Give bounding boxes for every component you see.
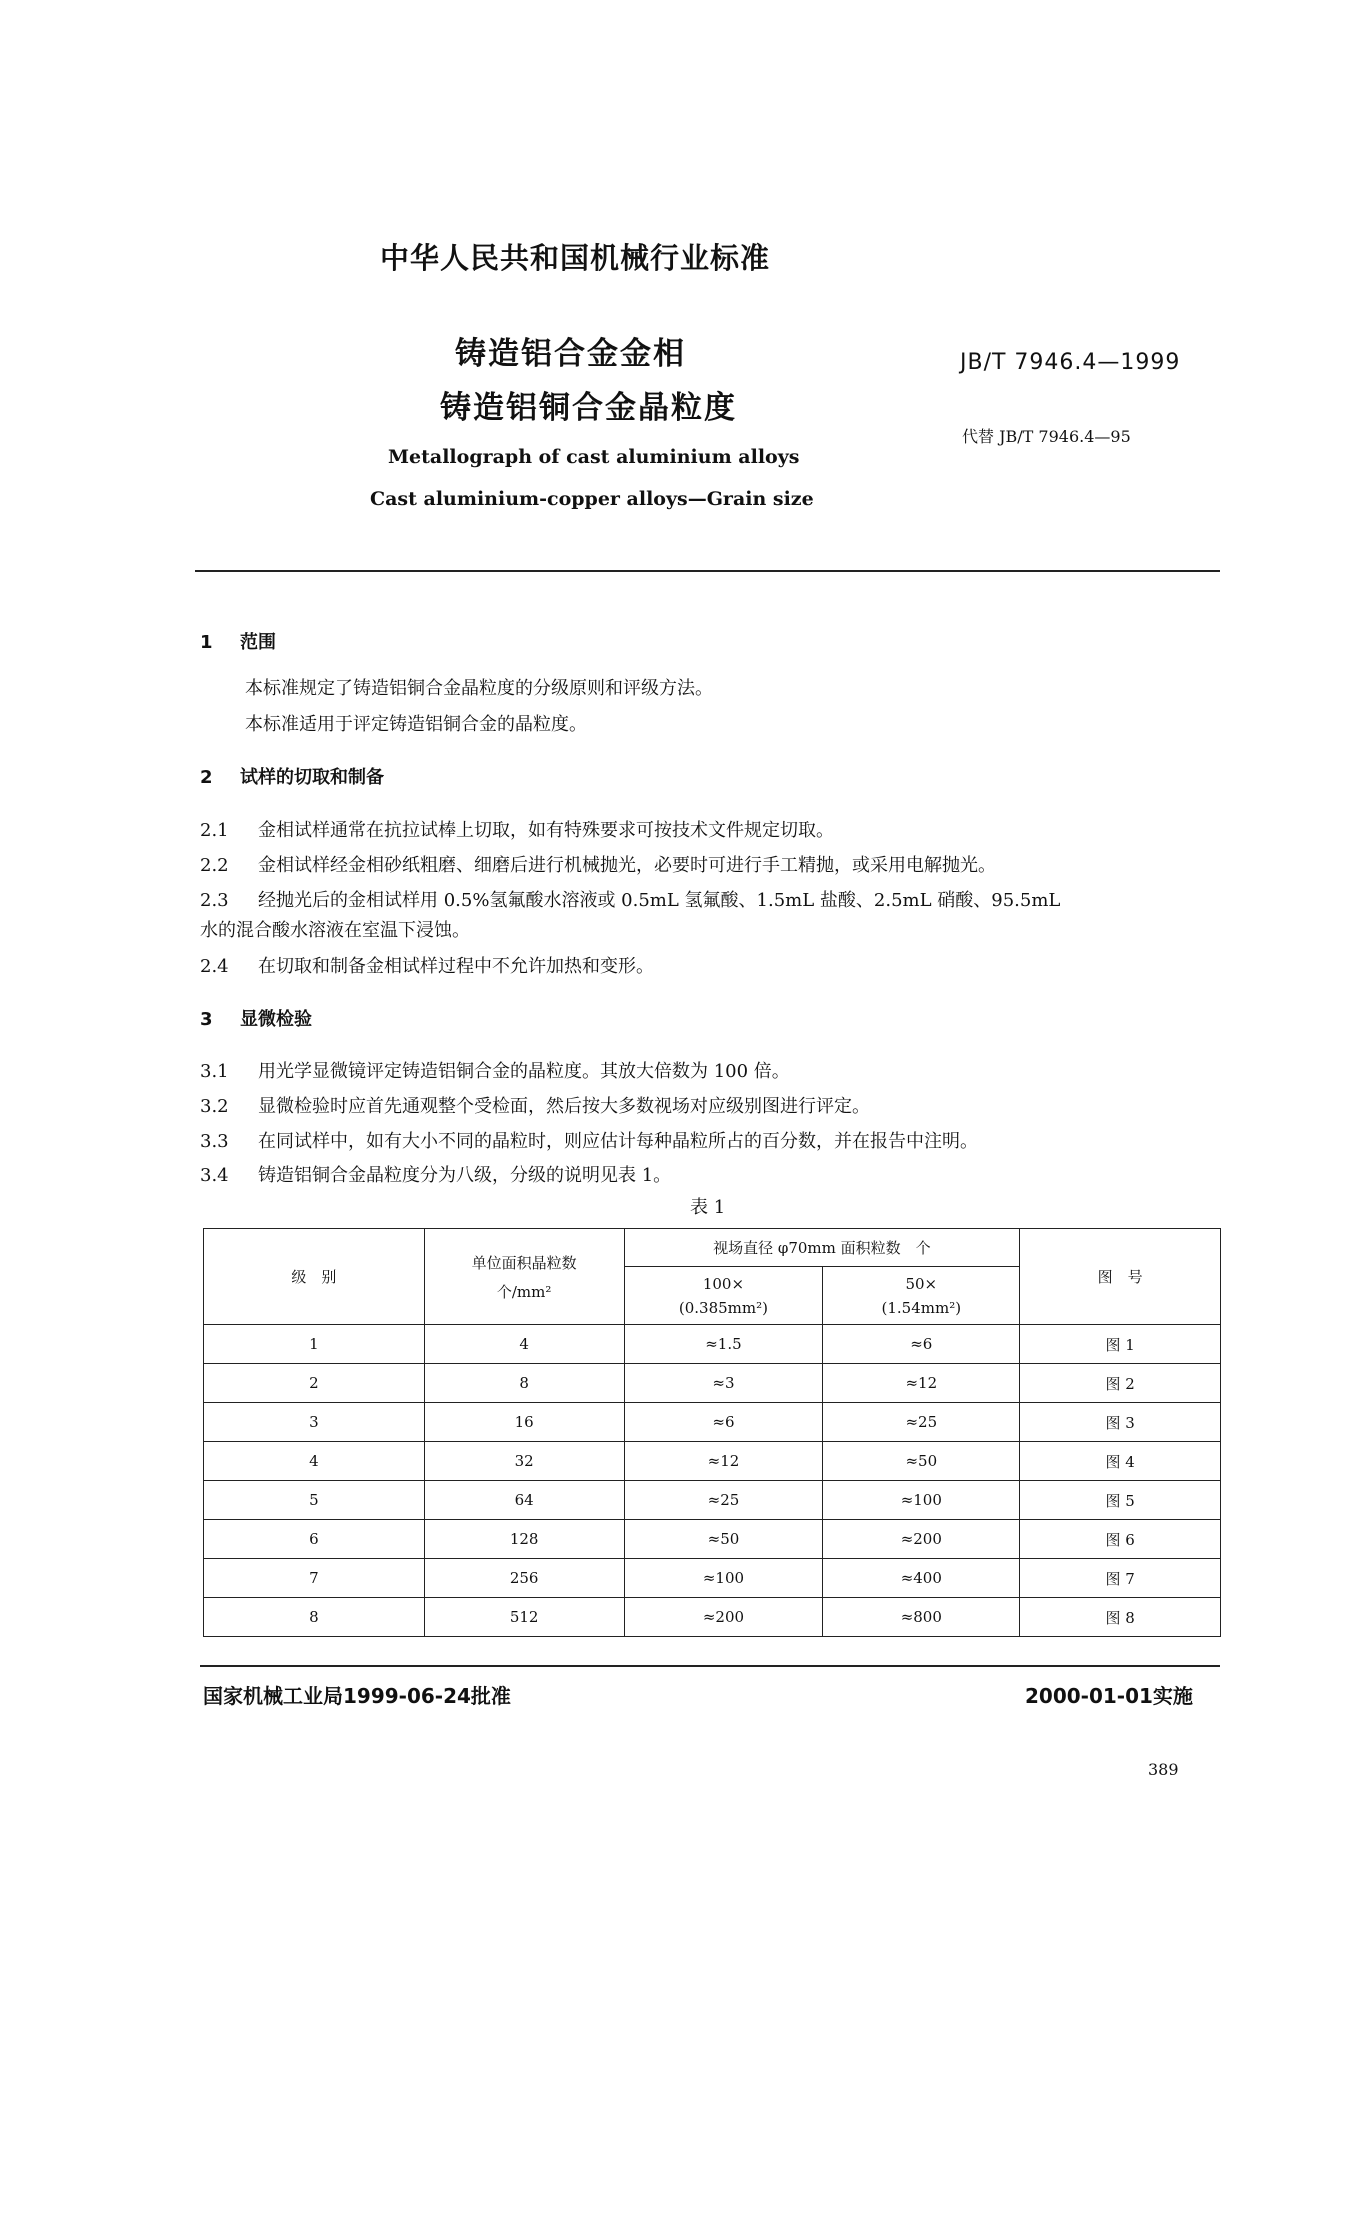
header-field-grain-count: 视场直径 φ70mm 面积粒数 个	[624, 1229, 1020, 1267]
cell-50x: ≈200	[823, 1520, 1020, 1559]
clause-text: 铸造铝铜合金晶粒度分为八级，分级的说明见表 1。	[258, 1165, 672, 1186]
header-grains-per-area-line1: 单位面积晶粒数	[471, 1253, 577, 1272]
cell-grade: 5	[204, 1481, 425, 1520]
clause-number: 2.4	[200, 956, 229, 977]
clause-number: 3.1	[200, 1061, 229, 1082]
document-title-cn-line2: 铸造铝铜合金晶粒度	[440, 390, 737, 426]
clause-3-3	[200, 1127, 978, 1153]
cell-50x: ≈50	[823, 1442, 1020, 1481]
clause-number: 2.3	[200, 890, 229, 911]
clause-3-2	[200, 1092, 870, 1118]
document-title-en-line2: Cast aluminium-copper alloys—Grain size	[370, 488, 814, 510]
cell-per-mm2: 16	[424, 1403, 624, 1442]
cell-50x: ≈100	[823, 1481, 1020, 1520]
header-magnification-50-area: (1.54mm²)	[881, 1298, 962, 1317]
section-title: 范围	[240, 632, 276, 653]
cell-100x: ≈25	[624, 1481, 823, 1520]
table-row	[204, 1520, 1221, 1559]
table-row	[204, 1481, 1221, 1520]
table-row	[204, 1598, 1221, 1637]
footer-divider	[200, 1665, 1220, 1667]
table-row	[204, 1559, 1221, 1598]
standard-number: JB/T 7946.4—1999	[960, 350, 1181, 375]
clause-number: 2.2	[200, 855, 229, 876]
cell-figure: 图 1	[1020, 1325, 1221, 1364]
table-row	[204, 1364, 1221, 1403]
cell-50x: ≈800	[823, 1598, 1020, 1637]
clause-number: 3.3	[200, 1131, 229, 1152]
page-number: 389	[1148, 1760, 1179, 1779]
effective-date-line: 2000-01-01实施	[1025, 1684, 1193, 1708]
header-grade: 级 别	[204, 1229, 425, 1325]
clause-2-2	[200, 851, 996, 877]
header-magnification-100-value: 100×	[702, 1274, 745, 1293]
section-2-heading	[200, 763, 384, 789]
cell-figure: 图 8	[1020, 1598, 1221, 1637]
cell-figure: 图 4	[1020, 1442, 1221, 1481]
cell-figure: 图 3	[1020, 1403, 1221, 1442]
header-magnification-50	[823, 1267, 1020, 1325]
header-magnification-100-area: (0.385mm²)	[678, 1298, 768, 1317]
clause-text: 金相试样通常在抗拉试棒上切取，如有特殊要求可按技术文件规定切取。	[258, 820, 834, 841]
clause-3-1	[200, 1057, 790, 1083]
grain-size-table	[203, 1228, 1221, 1637]
cell-per-mm2: 128	[424, 1520, 624, 1559]
cell-50x: ≈6	[823, 1325, 1020, 1364]
clause-2-3-continuation: 水的混合酸水溶液在室温下浸蚀。	[200, 920, 470, 941]
section-1-paragraph-2: 本标准适用于评定铸造铝铜合金的晶粒度。	[245, 714, 587, 735]
cell-grade: 4	[204, 1442, 425, 1481]
clause-text: 在同试样中，如有大小不同的晶粒时，则应估计每种晶粒所占的百分数，并在报告中注明。	[258, 1131, 978, 1152]
clause-3-4	[200, 1161, 671, 1187]
section-3-heading	[200, 1005, 312, 1031]
cell-per-mm2: 256	[424, 1559, 624, 1598]
standard-organization-title: 中华人民共和国机械行业标准	[380, 241, 771, 275]
cell-50x: ≈12	[823, 1364, 1020, 1403]
section-title: 试样的切取和制备	[240, 767, 384, 788]
clause-text: 金相试样经金相砂纸粗磨、细磨后进行机械抛光，必要时可进行手工精抛，或采用电解抛光。	[258, 855, 996, 876]
clause-number: 3.2	[200, 1096, 229, 1117]
header-grains-per-area	[424, 1229, 624, 1325]
section-number: 3	[200, 1009, 213, 1030]
cell-100x: ≈100	[624, 1559, 823, 1598]
cell-per-mm2: 32	[424, 1442, 624, 1481]
clause-number: 3.4	[200, 1165, 229, 1186]
approval-line: 国家机械工业局1999-06-24批准	[203, 1684, 511, 1708]
cell-figure: 图 7	[1020, 1559, 1221, 1598]
clause-2-1	[200, 816, 834, 842]
cell-100x: ≈6	[624, 1403, 823, 1442]
cell-100x: ≈200	[624, 1598, 823, 1637]
clause-text: 在切取和制备金相试样过程中不允许加热和变形。	[258, 956, 654, 977]
cell-grade: 2	[204, 1364, 425, 1403]
cell-per-mm2: 64	[424, 1481, 624, 1520]
clause-text: 显微检验时应首先通观整个受检面，然后按大多数视场对应级别图进行评定。	[258, 1096, 870, 1117]
cell-per-mm2: 4	[424, 1325, 624, 1364]
table-row	[204, 1442, 1221, 1481]
cell-100x: ≈50	[624, 1520, 823, 1559]
table-row	[204, 1403, 1221, 1442]
document-title-cn-line1: 铸造铝合金金相	[455, 336, 686, 372]
section-1-heading	[200, 628, 276, 654]
cell-figure: 图 2	[1020, 1364, 1221, 1403]
cell-per-mm2: 8	[424, 1364, 624, 1403]
header-magnification-50-value: 50×	[905, 1274, 938, 1293]
document-title-en-line1: Metallograph of cast aluminium alloys	[388, 446, 800, 468]
cell-per-mm2: 512	[424, 1598, 624, 1637]
section-number: 1	[200, 632, 213, 653]
clause-2-4	[200, 952, 654, 978]
header-grains-per-area-unit: 个/mm²	[496, 1282, 552, 1301]
cell-grade: 8	[204, 1598, 425, 1637]
cell-grade: 6	[204, 1520, 425, 1559]
cell-50x: ≈25	[823, 1403, 1020, 1442]
cell-grade: 3	[204, 1403, 425, 1442]
cell-100x: ≈3	[624, 1364, 823, 1403]
table-row	[204, 1325, 1221, 1364]
header-magnification-100	[624, 1267, 823, 1325]
table-caption: 表 1	[690, 1197, 726, 1218]
cell-100x: ≈1.5	[624, 1325, 823, 1364]
clause-number: 2.1	[200, 820, 229, 841]
cell-figure: 图 5	[1020, 1481, 1221, 1520]
clause-text: 经抛光后的金相试样用 0.5%氢氟酸水溶液或 0.5mL 氢氟酸、1.5mL 盐酸、2.5mL 硝酸、95.5mL	[258, 890, 1061, 911]
section-number: 2	[200, 767, 213, 788]
section-1-paragraph-1: 本标准规定了铸造铝铜合金晶粒度的分级原则和评级方法。	[245, 678, 713, 699]
clause-text: 用光学显微镜评定铸造铝铜合金的晶粒度。其放大倍数为 100 倍。	[258, 1061, 790, 1082]
cell-50x: ≈400	[823, 1559, 1020, 1598]
cell-grade: 1	[204, 1325, 425, 1364]
cell-grade: 7	[204, 1559, 425, 1598]
cell-100x: ≈12	[624, 1442, 823, 1481]
section-title: 显微检验	[240, 1009, 312, 1030]
cell-figure: 图 6	[1020, 1520, 1221, 1559]
clause-2-3	[200, 886, 1060, 912]
header-divider	[195, 570, 1220, 572]
replaces-standard: 代替 JB/T 7946.4—95	[962, 427, 1131, 446]
header-figure-number: 图 号	[1020, 1229, 1221, 1325]
